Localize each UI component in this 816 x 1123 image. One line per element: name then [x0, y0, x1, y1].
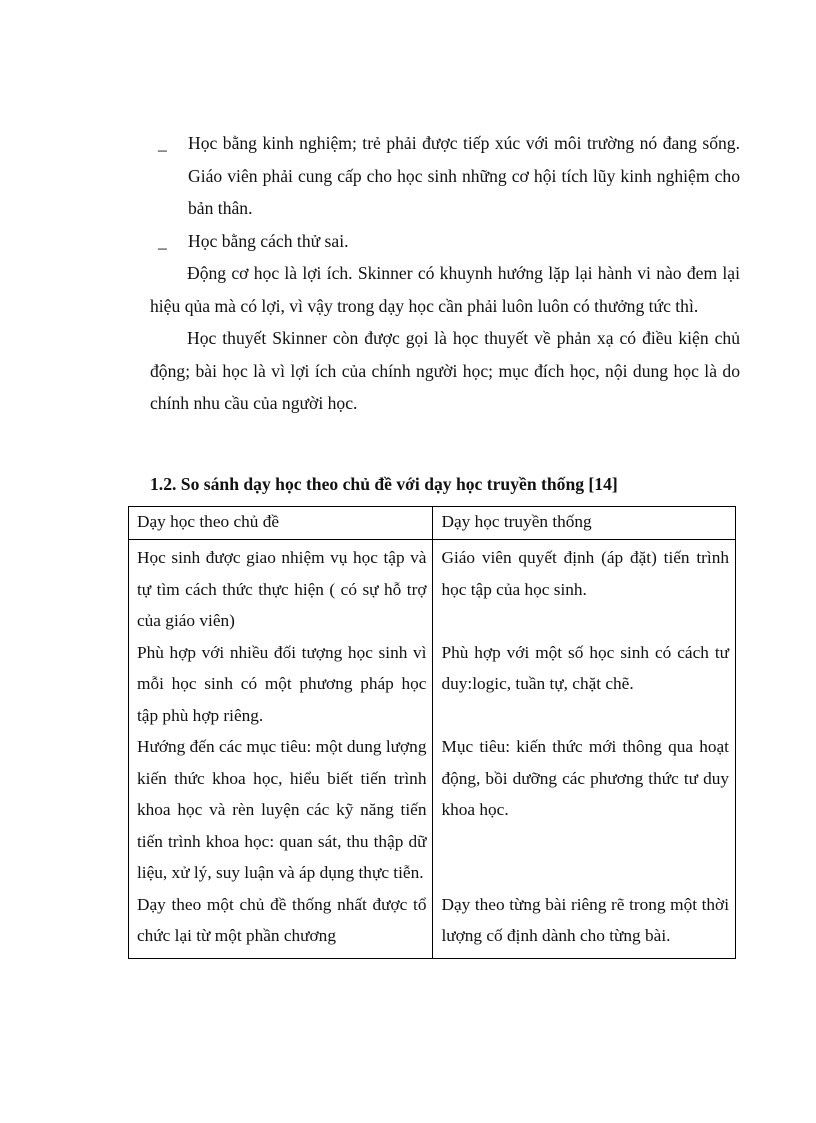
section-heading: 1.2. So sánh dạy học theo chủ đề với dạy học truyền thống [14]: [150, 474, 618, 494]
body-text: [150, 127, 740, 420]
bullet-marker: _: [158, 133, 167, 153]
bullet-item: [150, 225, 740, 258]
bullet-marker: _: [158, 230, 167, 251]
table-cell: [129, 540, 433, 637]
cell-text: Phù hợp với một số học sinh có cách tư duy:logic, tuần tự, chặt chẽ.: [441, 642, 729, 693]
table-row: [129, 889, 736, 959]
table-cell: [433, 731, 736, 889]
bullet-item: [150, 127, 740, 225]
table-cell: [433, 637, 736, 732]
table-cell: [129, 731, 433, 889]
table-header-row: [129, 507, 736, 540]
table-header-cell: Dạy học truyền thống: [433, 507, 736, 540]
cell-text: Dạy theo một chủ đề thống nhất được tổ chức lại từ một phần chương: [137, 894, 427, 945]
table-cell: [129, 889, 433, 959]
table-row: [129, 540, 736, 637]
table-row: [129, 731, 736, 889]
cell-text: Phù hợp với nhiều đối tượng học sinh vì mỗi học sinh có một phương pháp học tập phù hợp riêng.: [137, 642, 427, 725]
cell-text: Hướng đến các mục tiêu: một dung lượng kiến thức khoa học, hiểu biết tiến trình khoa học và rèn luyện các kỹ năng tiến tiến trình khoa học: quan sát, thu thập dữ liệu, xử lý, suy luận và áp dụng thực tiễn.: [137, 737, 427, 882]
paragraph-skinner-theory: Học thuyết Skinner còn được gọi là học thuyết về phản xạ có điều kiện chủ động; bài học là vì lợi ích của chính người học; mục đích học, nội dung học là do chính nhu cầu của người học.: [150, 328, 740, 413]
cell-text: Giáo viên quyết định (áp đặt) tiến trình học tập của học sinh.: [441, 548, 729, 599]
cell-text: Mục tiêu: kiến thức mới thông qua hoạt động, bồi dưỡng các phương thức tư duy khoa học.: [441, 737, 729, 819]
bullet-text: Học bằng cách thử sai.: [188, 230, 349, 251]
bullet-text: Học bằng kinh nghiệm; trẻ phải được tiếp xúc với môi trường nó đang sống. Giáo viên phải cung cấp cho học sinh những cơ hội tích lũy kinh nghiệm cho bản thân.: [188, 133, 740, 218]
table-cell: [129, 637, 433, 732]
table-header-cell: Dạy học theo chủ đề: [129, 507, 433, 540]
comparison-table: [128, 506, 736, 959]
paragraph-motivation: Động cơ học là lợi ích. Skinner có khuynh hướng lặp lại hành vi nào đem lại hiệu qủa mà có lợi, vì vậy trong dạy học cần phải luôn luôn có thưởng tức thì.: [150, 263, 740, 316]
table-cell: [433, 540, 736, 637]
cell-text: Học sinh được giao nhiệm vụ học tập và tự tìm cách thức thực hiện ( có sự hỗ trợ của giáo viên): [137, 548, 427, 630]
table-cell: [433, 889, 736, 959]
table-row: [129, 637, 736, 732]
cell-text: Dạy theo từng bài riêng rẽ trong một thời lượng cố định dành cho từng bài.: [441, 894, 729, 945]
